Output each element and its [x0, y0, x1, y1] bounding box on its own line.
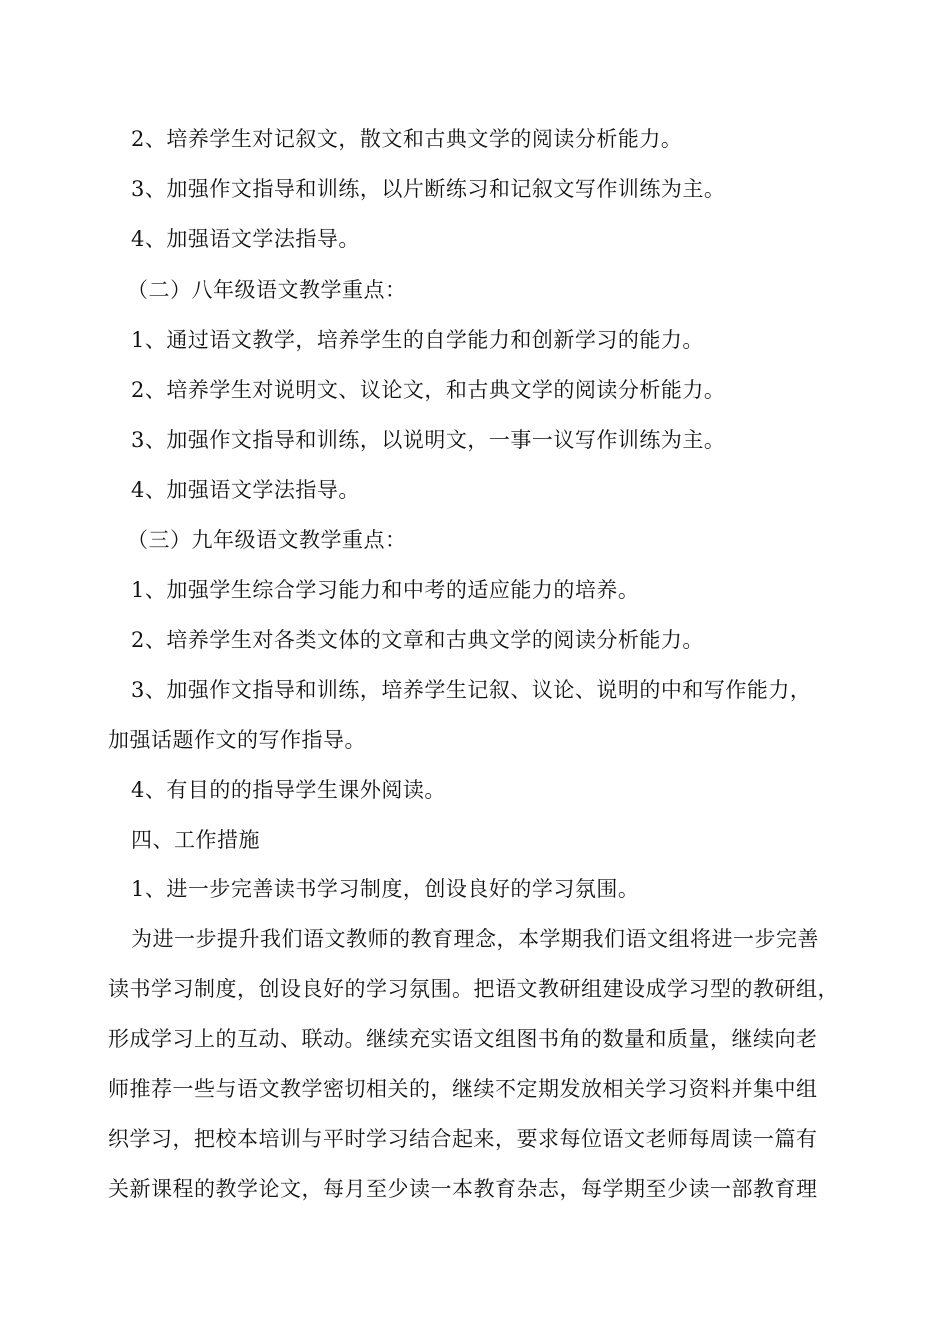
paragraph-line: 4、加强语文学法指导。 [131, 478, 360, 502]
paragraph-line: 1、通过语文教学，培养学生的自学能力和创新学习的能力。 [131, 328, 704, 352]
section-heading: （二）八年级语文教学重点： [127, 278, 407, 302]
paragraph-line: 1、加强学生综合学习能力和中考的适应能力的培养。 [131, 578, 640, 602]
section-heading: （三）九年级语文教学重点： [127, 528, 407, 552]
section-heading: 四、工作措施 [131, 828, 260, 852]
paragraph-line: 2、培养学生对各类文体的文章和古典文学的阅读分析能力。 [131, 628, 704, 652]
paragraph-line: 2、培养学生对说明文、议论文，和古典文学的阅读分析能力。 [131, 378, 726, 402]
paragraph-line: 形成学习上的互动、联动。继续充实语文组图书角的数量和质量，继续向老 [108, 1027, 818, 1051]
paragraph-line: 2、培养学生对记叙文，散文和古典文学的阅读分析能力。 [131, 127, 683, 151]
paragraph-line: 3、加强作文指导和训练，以片断练习和记叙文写作训练为主。 [131, 177, 726, 201]
paragraph-line: 3、加强作文指导和训练，以说明文，一事一议写作训练为主。 [131, 428, 726, 452]
paragraph-line: 织学习，把校本培训与平时学习结合起来，要求每位语文老师每周读一篇有 [108, 1127, 818, 1151]
paragraph-line: 3、加强作文指导和训练，培养学生记叙、议论、说明的中和写作能力， [131, 678, 812, 702]
paragraph-line: 为进一步提升我们语文教师的教育理念，本学期我们语文组将进一步完善 [131, 927, 819, 951]
paragraph-line: 加强话题作文的写作指导。 [108, 728, 366, 752]
paragraph-line: 4、有目的的指导学生课外阅读。 [131, 778, 446, 802]
paragraph-line: 读书学习制度，创设良好的学习氛围。把语文教研组建设成学习型的教研组， [108, 977, 839, 1001]
paragraph-line: 关新课程的教学论文，每月至少读一本教育杂志，每学期至少读一部教育理 [108, 1177, 818, 1201]
paragraph-line: 师推荐一些与语文教学密切相关的，继续不定期发放相关学习资料并集中组 [108, 1077, 818, 1101]
paragraph-line: 4、加强语文学法指导。 [131, 227, 360, 251]
paragraph-line: 1、进一步完善读书学习制度，创设良好的学习氛围。 [131, 877, 640, 901]
